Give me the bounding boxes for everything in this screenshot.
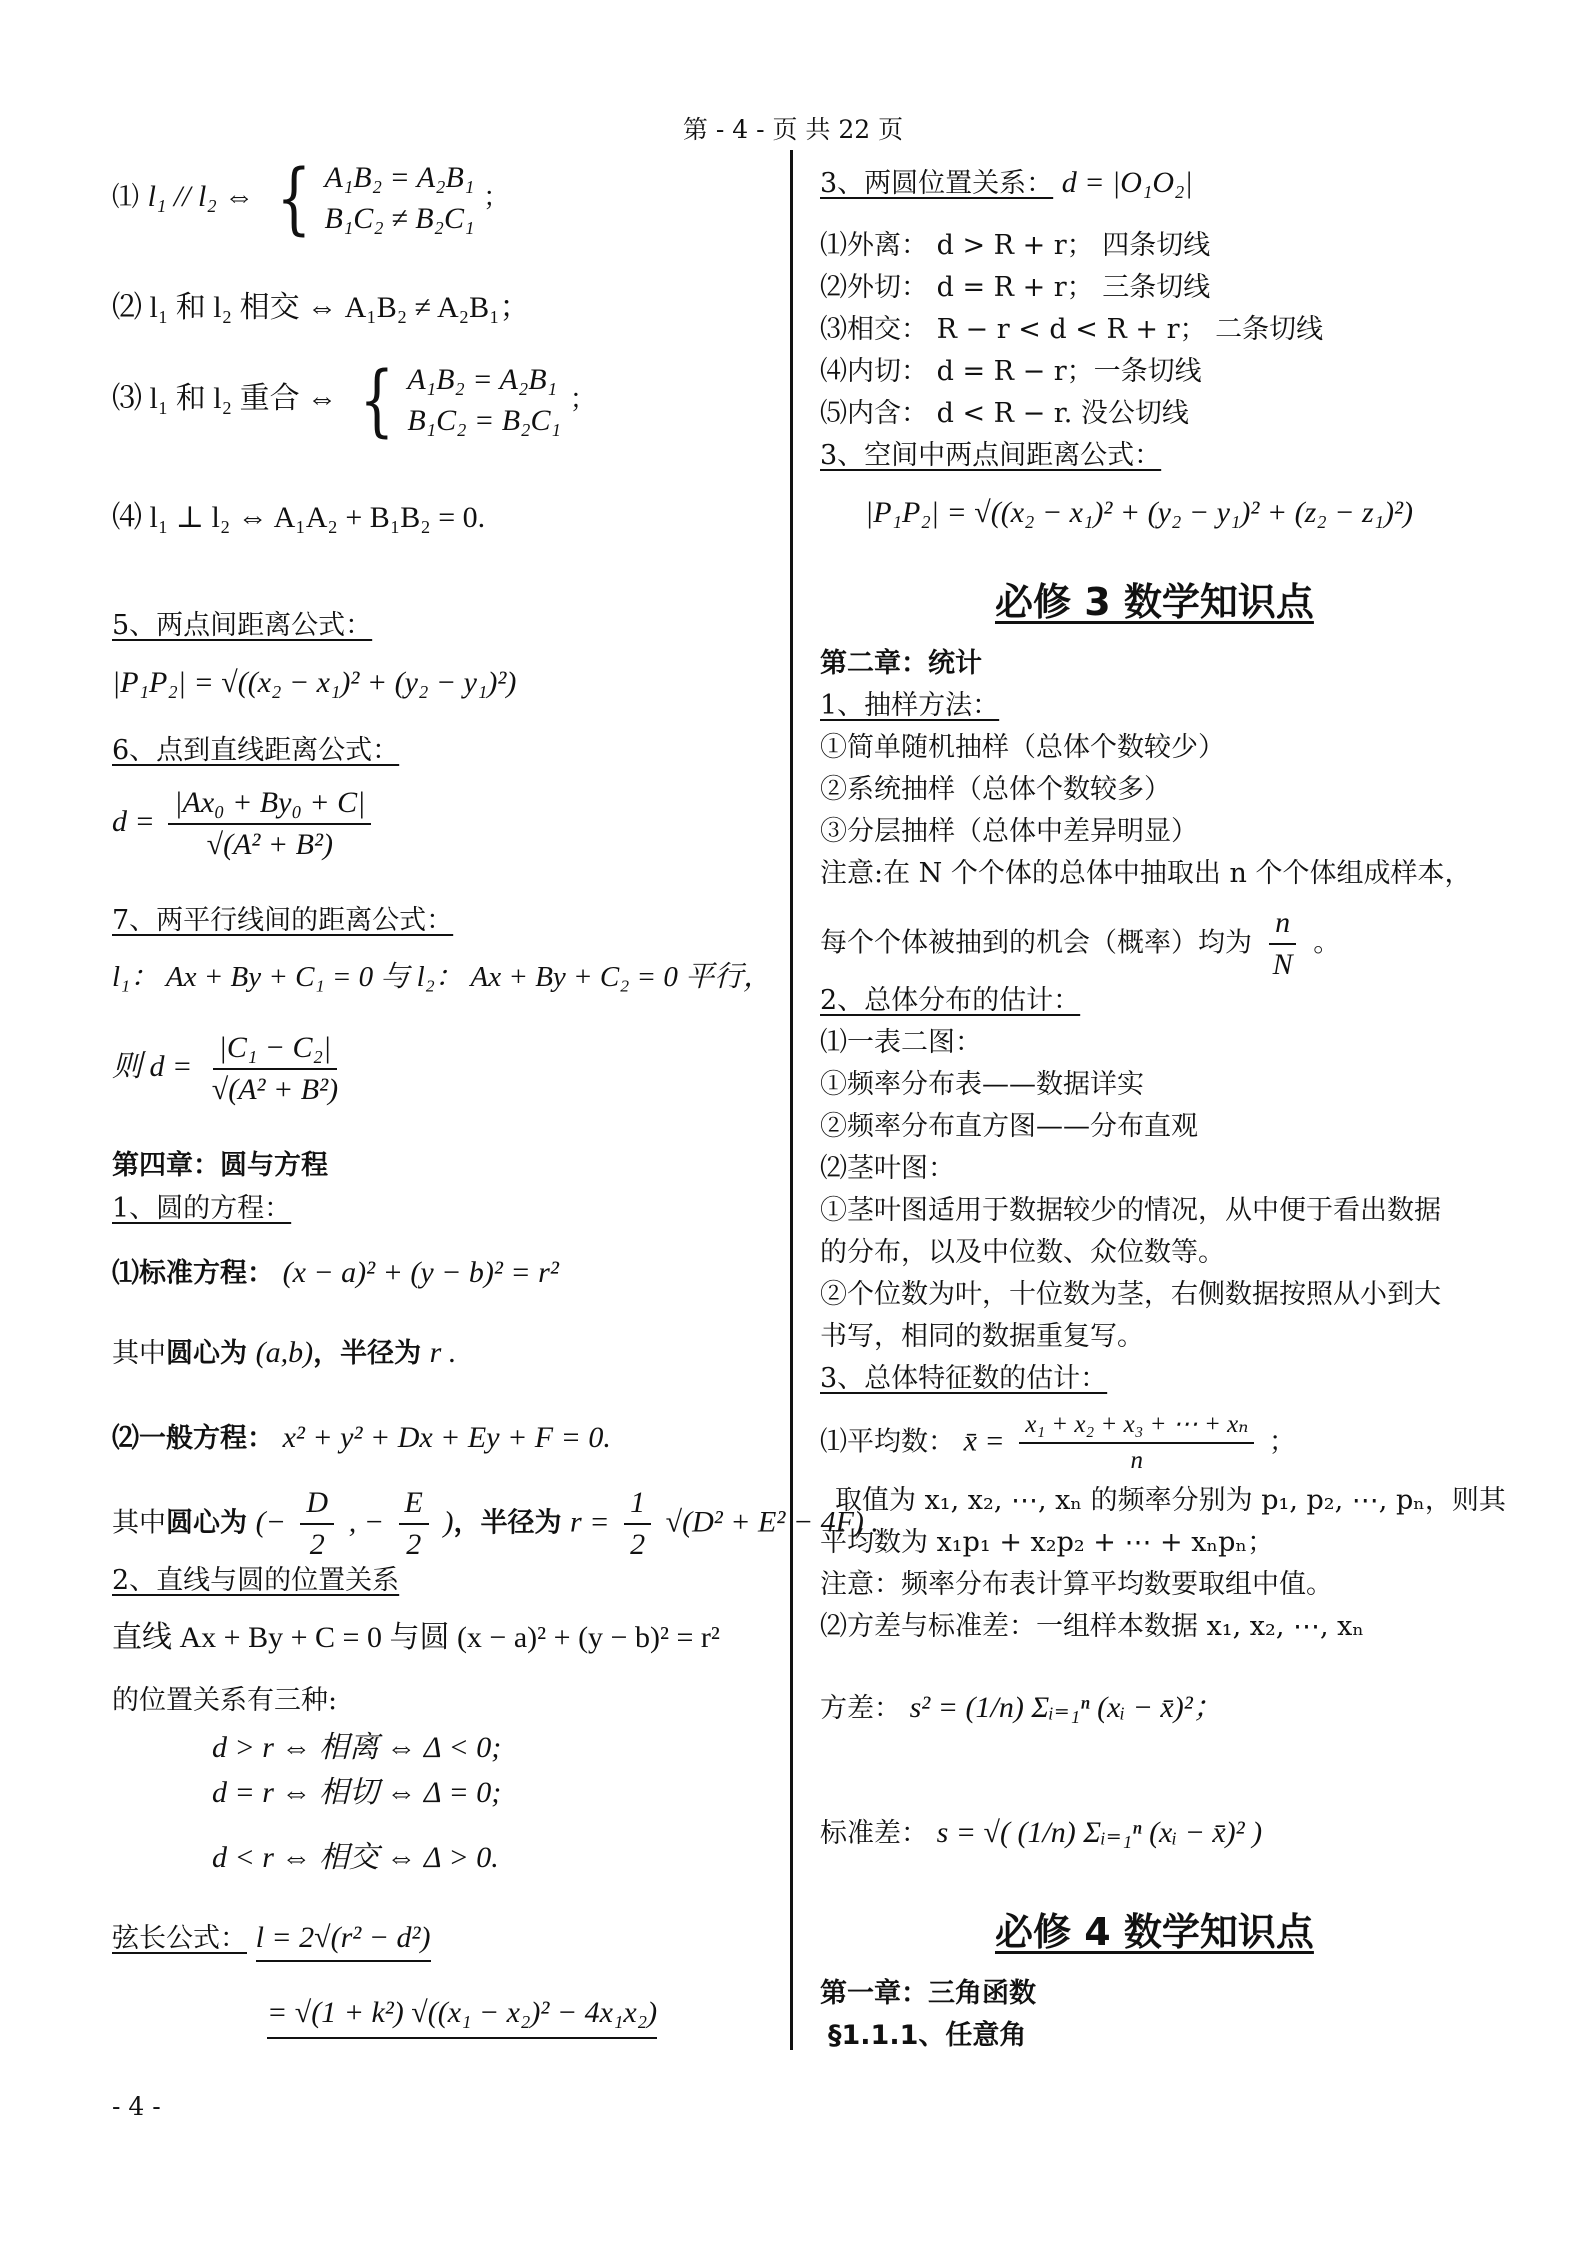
mean-note: 注意：频率分布表计算平均数要取组中值。: [820, 1569, 1333, 1600]
point-line-distance-formula: d = $\frac{\text{|Ax₀ + By₀ + C|}}{\text{√(A² + B²)}}$: [112, 785, 377, 863]
section-title: 2、总体分布的估计：: [820, 985, 1081, 1016]
chapter-title: 第二章：统计: [820, 648, 982, 679]
section-title: 3、空间中两点间距离公式：: [820, 440, 1162, 471]
book-title: 必修 3 数学知识点: [995, 580, 1314, 624]
parallel-system: { A₁B₂ = A₂B₁ B₁C₂ ≠ B₂C₁: [276, 153, 475, 244]
weighted-mean-line: 平均数为 x₁p₁ + x₂p₂ + ⋯ + xₙpₙ；: [820, 1527, 1275, 1558]
paragraph-line: 书写，相同的数据重复写。: [820, 1321, 1144, 1352]
left-brace: {: [276, 153, 312, 244]
list-item: ①简单随机抽样（总体个数较少）: [820, 732, 1225, 763]
relation-contained: ⑸内含： d < R − r. 没公切线: [820, 398, 1189, 429]
paragraph-line: 的分布，以及中位数、众位数等。: [820, 1237, 1225, 1268]
sampling-note: 注意:在 N 个个体的总体中抽取出 n 个个体组成样本，: [820, 858, 1472, 889]
list-item: ①频率分布表——数据详实: [820, 1069, 1144, 1100]
section-title: 6、点到直线距离公式：: [112, 735, 400, 766]
relation-tangent: d = r ⇔ 相切 ⇔ Δ = 0;: [212, 1776, 502, 1809]
section-title: 5、两点间距离公式：: [112, 610, 373, 641]
relation-int-tangent: ⑷内切： d = R − r；一条切线: [820, 356, 1202, 387]
chord-length-expanded: = √(1 + k²) √((x₁ − x₂)² − 4x₁x₂): [267, 1995, 657, 2039]
parallel-condition: ⑴ l₁ // l₂ ⇔ { A₁B₂ = A₂B₁ B₁C₂ ≠ B₂C₁ ；: [112, 153, 510, 244]
circle-general-equation: ⑵一般方程： x² + y² + Dx + Ey + F = 0.: [112, 1421, 611, 1454]
perpendicular-condition: ⑷ l₁ ⊥ l₂ ⇔ A₁A₂ + B₁B₂ = 0.: [112, 501, 486, 534]
section-title: 3、总体特征数的估计：: [820, 1363, 1108, 1394]
left-brace: {: [359, 355, 394, 446]
std-dev-formula: 标准差： s = √( (1/n) Σᵢ₌₁ⁿ (xᵢ − x̄)² ): [820, 1816, 1263, 1849]
list-item: ⑵茎叶图：: [820, 1153, 955, 1184]
section-title: 1、圆的方程：: [112, 1193, 292, 1224]
intersect-condition: ⑵ l₁ 和 l₂ 相交 ⇔ A₁B₂ ≠ A₂B₁；: [112, 291, 530, 324]
paragraph-line: ②个位数为叶，十位数为茎，右侧数据按照从小到大: [820, 1279, 1441, 1310]
parallel-distance-formula: 则 d = $\frac{\text{|C₁ − C₂|}}{\text{√(A² + B²)}}$: [112, 1031, 339, 1106]
list-item: ②系统抽样（总体个数较多）: [820, 774, 1171, 805]
book-title: 必修 4 数学知识点: [995, 1910, 1314, 1954]
chapter-title: 第一章：三角函数: [820, 1978, 1036, 2009]
parallel-lines-statement: l₁： Ax + By + C₁ = 0 与 l₂： Ax + By + C₂ = 0 平行，: [112, 961, 773, 993]
variance-formula: 方差： s² = (1/n) Σᵢ₌₁ⁿ (xᵢ − x̄)²；: [820, 1691, 1223, 1724]
circle-center-radius: 其中圆心为 (a,b)，半径为 r .: [112, 1336, 457, 1369]
space-distance-formula: |P₁P₂| = √((x₂ − x₁)² + (y₂ − y₁)² + (z₂ − z₁)²): [865, 496, 1414, 529]
section-title: 2、直线与圆的位置关系: [112, 1565, 400, 1596]
two-circle-relations-title: 3、两圆位置关系： d = |O₁O₂|: [820, 166, 1193, 199]
page-header: 第 - 4 - 页 共 22 页: [682, 115, 904, 144]
section-heading: §1.1.1、任意角: [828, 2020, 1027, 2051]
section-title: 1、抽样方法：: [820, 690, 1000, 721]
list-item: ③分层抽样（总体中差异明显）: [820, 816, 1198, 847]
two-point-distance-formula: |P₁P₂| = √((x₂ − x₁)² + (y₂ − y₁)²): [112, 666, 517, 699]
three-relations-intro: 的位置关系有三种:: [112, 1685, 338, 1716]
circle-standard-equation: ⑴标准方程： (x − a)² + (y − b)² = r²: [112, 1256, 559, 1289]
relation-intersect: d < r ⇔ 相交 ⇔ Δ > 0.: [212, 1841, 499, 1874]
relation-external: ⑴外离： d > R + r； 四条切线: [820, 230, 1211, 261]
page-footer: - 4 -: [112, 2092, 161, 2121]
general-center-radius: 其中圆心为 (− $\frac{D}{2}$ , − $\frac{E}{2}$ )，半径为 r = $\frac{1}{2}$ √(D² + E² − 4F) .: [112, 1486, 879, 1561]
relation-intersecting: ⑶相交： R − r < d < R + r； 二条切线: [820, 314, 1324, 345]
column-divider: [790, 150, 793, 2050]
coincide-system: { A₁B₂ = A₂B₁ B₁C₂ = B₂C₁: [359, 355, 561, 446]
relation-separate: d > r ⇔ 相离 ⇔ Δ < 0;: [212, 1731, 502, 1764]
chapter-title: 第四章：圆与方程: [112, 1150, 328, 1181]
chord-length-formula: 弦长公式： l = 2√(r² − d²): [112, 1920, 431, 1956]
variance-title: ⑵方差与标准差：一组样本数据 x₁, x₂, ⋯, xₙ: [820, 1611, 1365, 1642]
mean-formula: ⑴平均数： x̄ = $\frac{\text{x₁ + x₂ + x₃ + ⋯ + xₙ}}{n}$ ；: [820, 1411, 1296, 1474]
sampling-probability: 每个个体被抽到的机会（概率）均为 $\frac{n}{N}$ 。: [820, 906, 1341, 981]
paragraph-line: ①茎叶图适用于数据较少的情况，从中便于看出数据: [820, 1195, 1441, 1226]
line-circle-statement: 直线 Ax + By + C = 0 与圆 (x − a)² + (y − b)² = r²: [112, 1621, 720, 1654]
weighted-mean-line: 取值为 x₁, x₂, ⋯, xₙ 的频率分别为 p₁, p₂, ⋯, pₙ，则其: [835, 1485, 1506, 1516]
list-item: ⑴一表二图：: [820, 1027, 982, 1058]
coincide-condition: ⑶ l₁ 和 l₂ 重合 ⇔ { A₁B₂ = A₂B₁ B₁C₂ = B₂C₁ ；: [112, 355, 597, 446]
section-title: 7、两平行线间的距离公式：: [112, 905, 454, 936]
relation-ext-tangent: ⑵外切： d = R + r； 三条切线: [820, 272, 1211, 303]
list-item: ②频率分布直方图——分布直观: [820, 1111, 1198, 1142]
